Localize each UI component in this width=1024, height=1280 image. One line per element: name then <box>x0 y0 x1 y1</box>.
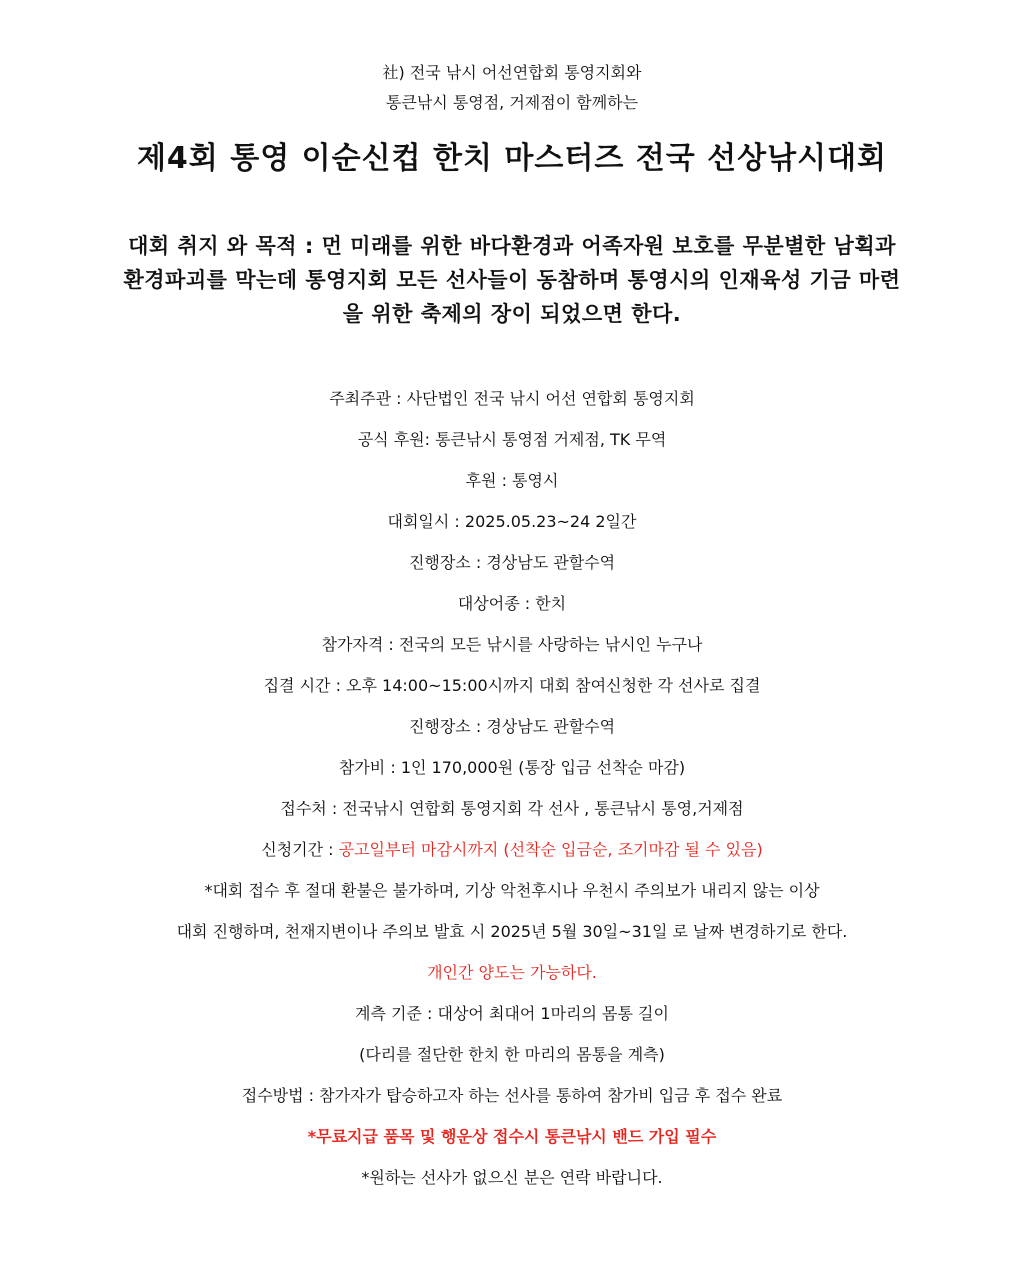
official-sponsor-line: 공식 후원: 통큰낚시 통영점 거제점, TK 무역 <box>357 430 667 449</box>
application-method-line: 접수방법 : 참가자가 탑승하고자 하는 선사를 통하여 참가비 입금 후 접수 완료 <box>241 1086 783 1105</box>
reception-line: 접수처 : 전국낚시 연합회 통영지회 각 선사 , 통큰낚시 통영,거제점 <box>280 799 744 818</box>
intro-line-1: 社) 전국 낚시 어선연합회 통영지회와 <box>382 63 642 82</box>
application-period-label: 신청기간 : <box>261 840 339 859</box>
purpose-line-3: 을 위한 축제의 장이 되었으면 한다. <box>342 302 682 326</box>
transfer-notice: 개인간 양도는 가능하다. <box>427 963 597 982</box>
purpose-line-1: 대회 취지 와 목적 : 먼 미래를 위한 바다환경과 어족자원 보호를 무분별한 남획과 <box>128 234 896 258</box>
sponsor-line: 후원 : 통영시 <box>465 471 559 490</box>
fee-line: 참가비 : 1인 170,000원 (통장 입금 선착순 마감) <box>338 758 686 777</box>
measurement-line-1: 계측 기준 : 대상어 최대어 1마리의 몸통 길이 <box>355 1004 669 1023</box>
application-period-value: 공고일부터 마감시까지 (선착순 입금순, 조기마감 될 수 있음) <box>338 840 763 859</box>
application-period-line <box>0 837 1024 860</box>
assembly-time-line: 집결 시간 : 오후 14:00~15:00시까지 대회 참여신청한 각 선사로 집결 <box>263 676 761 695</box>
dates-line: 대회일시 : 2025.05.23~24 2일간 <box>387 512 637 531</box>
eligibility-line: 참가자격 : 전국의 모든 낚시를 사랑하는 낚시인 누구나 <box>321 635 703 654</box>
intro-line-2: 통큰낚시 통영점, 거제점이 함께하는 <box>385 93 639 112</box>
measurement-line-2: (다리를 절단한 한치 한 마리의 몸통을 계측) <box>359 1045 665 1064</box>
contact-notice: *원하는 선사가 없으신 분은 연락 바랍니다. <box>361 1168 663 1187</box>
page-title: 제4회 통영 이순신컵 한치 마스터즈 전국 선상낚시대회 <box>136 141 888 176</box>
host-line: 주최주관 : 사단법인 전국 낚시 어선 연합회 통영지회 <box>329 389 695 408</box>
target-species-line: 대상어종 : 한치 <box>457 594 567 613</box>
band-join-notice: *무료지급 품목 및 행운상 접수시 통큰낚시 밴드 가입 필수 <box>307 1127 717 1146</box>
refund-notice-line-2: 대회 진행하며, 천재지변이나 주의보 발효 시 2025년 5월 30일~31일 로 날짜 변경하기로 한다. <box>176 922 848 941</box>
venue-line-1: 진행장소 : 경상남도 관할수역 <box>408 553 616 572</box>
purpose-line-2: 환경파괴를 막는데 통영지회 모든 선사들이 동참하며 통영시의 인재육성 기금 마련 <box>123 268 901 292</box>
venue-line-2: 진행장소 : 경상남도 관할수역 <box>408 717 616 736</box>
refund-notice-line-1: *대회 접수 후 절대 환불은 불가하며, 기상 악천후시나 우천시 주의보가 내리지 않는 이상 <box>204 881 820 900</box>
